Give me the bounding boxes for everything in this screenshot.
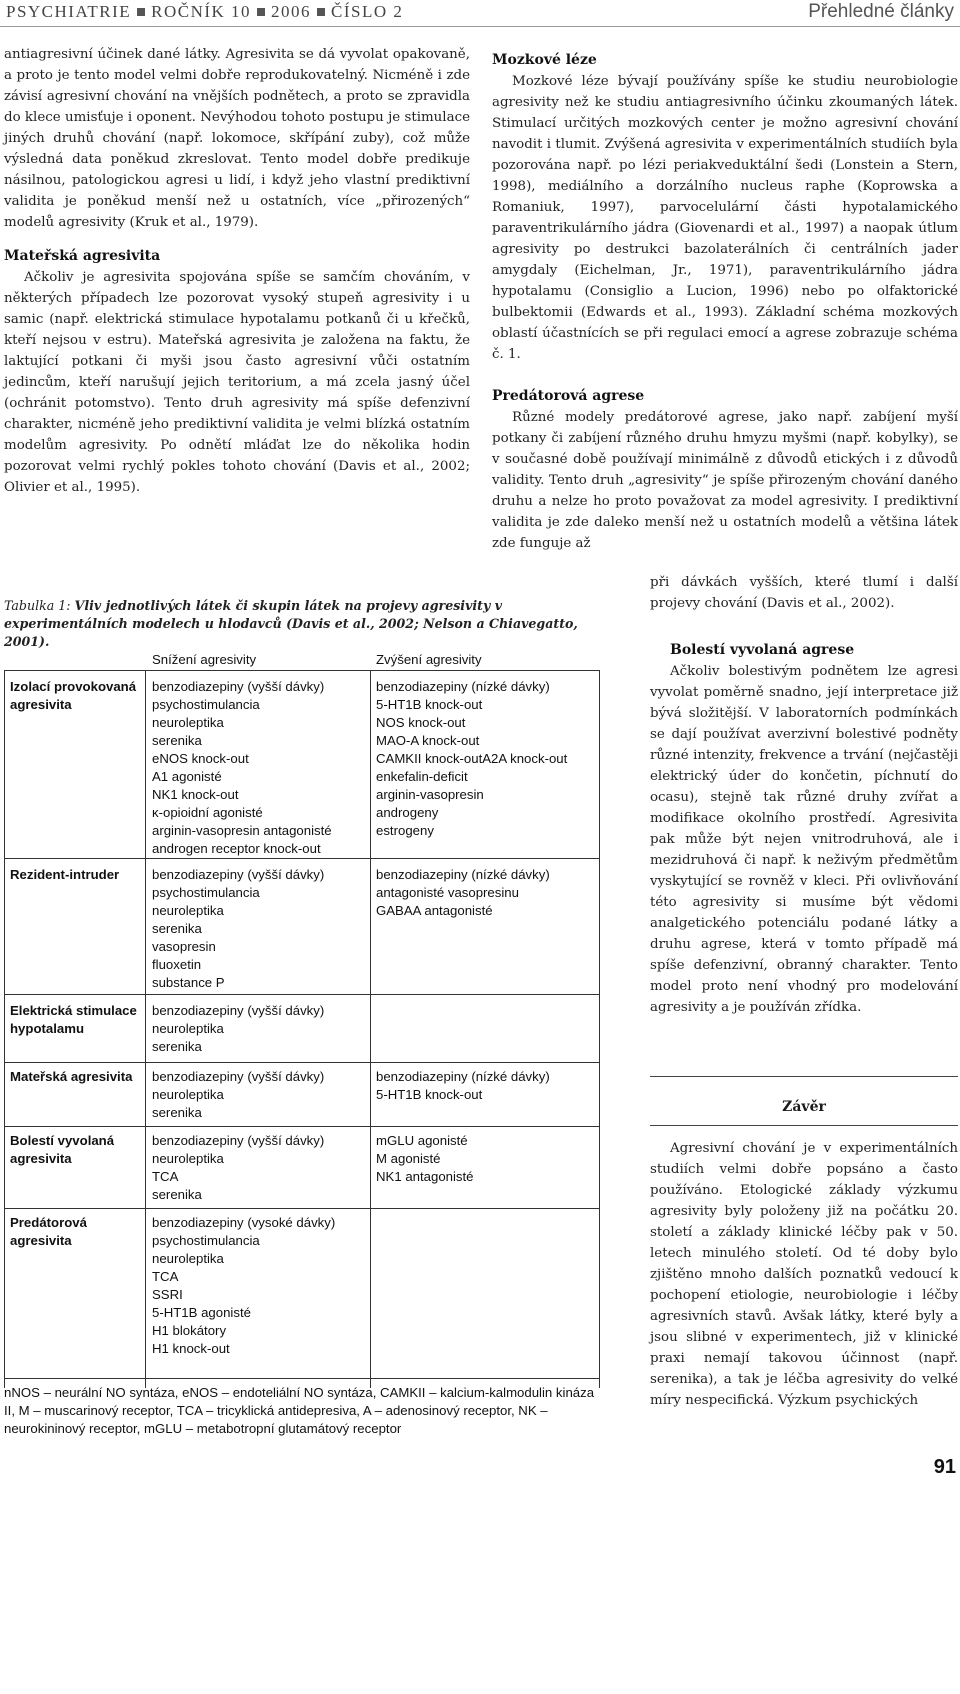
list-item: mGLU agonisté bbox=[376, 1133, 468, 1148]
table-row-divider bbox=[4, 858, 600, 859]
list-item: H1 blokátory bbox=[152, 1323, 227, 1338]
list-item: NK1 knock-out bbox=[152, 787, 239, 802]
journal-name: PSYCHIATRIE bbox=[6, 2, 132, 21]
list-item: NOS knock-out bbox=[376, 715, 466, 730]
list-item: eNOS knock-out bbox=[152, 751, 249, 766]
list-item: A1 agonisté bbox=[152, 769, 222, 784]
list-item: serenika bbox=[152, 1187, 202, 1202]
list-item: benzodiazepiny (vyšší dávky) bbox=[152, 867, 325, 882]
list-item: neuroleptika bbox=[152, 715, 224, 730]
table-row-label: Bolestí vyvolaná agresivita bbox=[10, 1133, 115, 1166]
list-item: NK1 antagonisté bbox=[376, 1169, 474, 1184]
table-row-divider bbox=[4, 1062, 600, 1063]
list-item: estrogeny bbox=[376, 823, 434, 838]
journal-issue: ČÍSLO 2 bbox=[331, 2, 404, 21]
table-row-divider bbox=[4, 1126, 600, 1127]
heading-pain-aggression: Bolestí vyvolaná agrese bbox=[670, 642, 855, 658]
column-header-decrease: Snížení agresivity bbox=[152, 652, 257, 667]
list-item: neuroleptika bbox=[152, 903, 224, 918]
table-cell-increase bbox=[376, 866, 598, 920]
list-item: H1 knock-out bbox=[152, 1341, 230, 1356]
list-item: benzodiazepiny (vyšší dávky) bbox=[152, 1069, 325, 1084]
list-item: 5-HT1B knock-out bbox=[376, 697, 483, 712]
left-column bbox=[4, 44, 470, 498]
paragraph-predatory-continued: při dávkách vyšších, které tlumí i další projevy chování (Davis et al., 2002). bbox=[650, 575, 958, 611]
list-item: benzodiazepiny (vyšší dávky) bbox=[152, 679, 325, 694]
heading-predatory-aggression: Predátorová agrese bbox=[492, 388, 645, 404]
table-divider-2 bbox=[370, 670, 371, 1388]
list-item: benzodiazepiny (nízké dávky) bbox=[376, 867, 550, 882]
list-item: psychostimulancia bbox=[152, 697, 260, 712]
separator-square-icon bbox=[317, 8, 325, 16]
table-caption-label: Tabulka 1: bbox=[4, 598, 71, 613]
list-item: CAMKII knock-outA2A knock-out bbox=[376, 751, 568, 766]
list-item: neuroleptika bbox=[152, 1251, 224, 1266]
list-item: κ-opioidní agonisté bbox=[152, 805, 263, 820]
list-item: SSRI bbox=[152, 1287, 183, 1302]
separator-square-icon bbox=[137, 8, 145, 16]
list-item: TCA bbox=[152, 1169, 179, 1184]
table-cell-decrease bbox=[152, 866, 368, 992]
list-item: MAO-A knock-out bbox=[376, 733, 480, 748]
table-cell-increase bbox=[376, 678, 598, 840]
right-narrow-column bbox=[650, 575, 958, 1018]
paragraph-intro: antiagresivní účinek dané látky. Agresivita se dá vyvolat opakovaně, a proto je tento model velmi dobře reprodukovatelný. Nicméně i zde závisí agresivní chování na vnějších podnětech, a proto se zpravidla do klece umisťuje i oponent. Nevýhodou tohoto postupu je stimulace jiných druhů chování (např. lokomoce, skřípání zuby), což může výsledná data poněkud zkreslovat. Tento model dobře predikuje násilnou, patologickou agresi u lidí, i když jeho vlastní prediktivní validita je poněkud menší než u ostatních, více „přirozených“ modelů agresivity (Kruk et al., 1979). bbox=[4, 47, 470, 230]
table-row-divider bbox=[4, 1208, 600, 1209]
journal-volume: ROČNÍK 10 bbox=[151, 2, 252, 21]
list-item: serenika bbox=[152, 1039, 202, 1054]
list-item: 5-HT1B knock-out bbox=[376, 1087, 483, 1102]
table-row-label: Izolací provokovaná agresivita bbox=[10, 679, 137, 712]
list-item: benzodiazepiny (vysoké dávky) bbox=[152, 1215, 336, 1230]
list-item: antagonisté vasopresinu bbox=[376, 885, 519, 900]
table-cell-increase bbox=[376, 1068, 598, 1104]
paragraph-conclusion: Agresivní chování je v experimentálních studiích velmi dobře popsáno a často používáno. Etologické základy výzkumu agresivity byly položeny již na počátku 20. století a základy klinické léčby pak v 50. letech minulého století. Od té doby bylo zjištěno mnoho dalších poznatků vedoucí k pochopení etiologie, neurobiologie i léčby agresivních stavů. Avšak látky, které byly a jsou slibné v experimentech, již v klinické praxi nemají takovou účinnost (např. serenika), a tak je léčba agresivity do velké míry nespecifická. Výzkum psychických bbox=[650, 1141, 958, 1408]
list-item: androgeny bbox=[376, 805, 439, 820]
paragraph-brain-lesions: Mozkové léze bývají používány spíše ke studiu neurobiologie agresivity než ke studiu antiagresivního účinku zkoumaných látek. Stimulací určitých mozkových center je možno agresivní chování navodit i tlumit. Zvýšená agresivita v experimentálních studiích byla pozorována např. po lézi periakveduktální šedi (Lonstein a Stern, 1998), mediálního a dorzálního nucleus raphe (Koprowska a Romaniuk, 1997), parvocelulární části hypotalamického paraventrikulárního jádra (Giovenardi et al., 1997) a naopak útlum agresivity po destrukci bazolaterálních či centrálních jader amygdaly (Eichelman, Jr., 1971), paraventrikulárního jádra hypotalamu (Consiglio a Lucion, 1996) nebo po olfaktorické bulbektomii (Edwards et al., 1993). Základní schéma mozkových oblastí účastnících se při regulaci emocí a agrese zobrazuje schéma č. 1. bbox=[492, 74, 958, 362]
column-header-increase: Zvýšení agresivity bbox=[376, 652, 482, 667]
table-row-divider bbox=[4, 994, 600, 995]
conclusion-column bbox=[650, 1138, 958, 1411]
page-number: 91 bbox=[933, 1456, 956, 1478]
journal-year: 2006 bbox=[271, 2, 312, 21]
table-border-right bbox=[599, 670, 600, 1388]
table-border-left bbox=[4, 670, 5, 1388]
list-item: fluoxetin bbox=[152, 957, 202, 972]
table-cell-increase bbox=[376, 1132, 598, 1186]
list-item: arginin-vasopresin antagonisté bbox=[152, 823, 332, 838]
list-item: neuroleptika bbox=[152, 1151, 224, 1166]
journal-info bbox=[6, 2, 403, 22]
list-item: M agonisté bbox=[376, 1151, 441, 1166]
section-name: Přehledné články bbox=[808, 1, 954, 22]
list-item: benzodiazepiny (nízké dávky) bbox=[376, 1069, 550, 1084]
table-divider-1 bbox=[145, 670, 146, 1388]
table-cell-decrease bbox=[152, 1002, 368, 1056]
list-item: psychostimulancia bbox=[152, 885, 260, 900]
paragraph-pain-aggression: Ačkoliv bolestivým podnětem lze agresi vyvolat poměrně snadno, její interpretace již bývá složitější. V laboratorních podmínkách se dají používat averzivní bolestivé podněty různé intenzity, frekvence a trvání (nejčastěji elektrický úder do končetin, píchnutí do ocasu), stejně tak různé druhy zvířat a modifikace okolního prostředí. Agresivita pak může být nejen vnitrodruhová, ale i mezidruhová či např. k neživým předmětům vyskytující se rovněž v kleci. Při ovlivňování této agresivity si musíme být vědomi analgetického potenciálu podané látky a druhu agrese, která v tomto případě má spíše defenzivní, obranný charakter. Tento model proto není vhodný pro modelování agresivity a je používán zřídka. bbox=[650, 664, 958, 1015]
list-item: TCA bbox=[152, 1269, 179, 1284]
paragraph-maternal-aggression: Ačkoliv je agresivita spojována spíše se samčím chováním, v některých případech lze pozorovat vysoký stupeň agresivity i u samic (např. elektrická stimulace hypotalamu potkanů či u křečků, kteří nejsou v estru). Mateřská agresivita je založena na faktu, že laktující potkani či myši jsou často agresivní vůči ostatním jedincům, kteří narušují jejich teritorium, a má zcela jasný účel (ochránit potomstvo). Tento druh agresivity má spíše defenzivní charakter, nicméně jeho prediktivní validita je velmi blízká ostatním modelům agresivity. Po odnětí mláďat lze do několika hodin pozorovat velmi rychlý pokles tohoto chování (Davis et al., 2002; Olivier et al., 1995). bbox=[4, 270, 470, 495]
list-item: vasopresin bbox=[152, 939, 216, 954]
conclusion-heading-box bbox=[650, 1076, 958, 1126]
list-item: serenika bbox=[152, 921, 202, 936]
table-caption-title: Vliv jednotlivých látek či skupin látek na projevy agresivity v experimentálních modelech u hlodavců (Davis et al., 2002; Nelson a Chiavegatto, 2001). bbox=[4, 598, 578, 649]
running-head bbox=[0, 0, 960, 27]
table-cell-decrease bbox=[152, 1214, 368, 1358]
table-top-border bbox=[4, 670, 600, 671]
heading-conclusion: Závěr bbox=[782, 1099, 826, 1115]
table-caption bbox=[4, 597, 604, 651]
list-item: androgen receptor knock-out bbox=[152, 841, 321, 856]
right-column bbox=[492, 50, 958, 554]
heading-brain-lesions: Mozkové léze bbox=[492, 52, 597, 68]
list-item: substance P bbox=[152, 975, 225, 990]
table-row-label: Predátorová agresivita bbox=[10, 1215, 87, 1248]
table-bottom-border bbox=[4, 1378, 600, 1379]
separator-square-icon bbox=[257, 8, 265, 16]
table-footnote: nNOS – neurální NO syntáza, eNOS – endoteliální NO syntáza, CAMKII – kalcium-kalmodulin kináza II, M – muscarinový receptor, TCA – tricyklická antidepresiva, A – adenosinový receptor, NK – neurokininový receptor, mGLU – metabotropní glutamátový receptor bbox=[4, 1385, 595, 1436]
table-cell-decrease bbox=[152, 1068, 368, 1122]
list-item: benzodiazepiny (vyšší dávky) bbox=[152, 1133, 325, 1148]
list-item: benzodiazepiny (nízké dávky) bbox=[376, 679, 550, 694]
list-item: 5-HT1B agonisté bbox=[152, 1305, 251, 1320]
table-cell-decrease bbox=[152, 1132, 368, 1204]
list-item: serenika bbox=[152, 733, 202, 748]
heading-maternal-aggression: Mateřská agresivita bbox=[4, 248, 161, 264]
table-row-label: Rezident-intruder bbox=[10, 867, 120, 882]
table-cell-decrease bbox=[152, 678, 368, 858]
paragraph-predatory-aggression: Různé modely predátorové agrese, jako např. zabíjení myší potkany či zabíjení různého druhu hmyzu myšmi (např. kobylky), se v současné době používají minimálně z důvodů etických i z důvodů validity. Tento druh „agresivity“ je spíše přirozeným chování daného druhu a nelze ho proto považovat za model agresivity. I prediktivní validita je zde daleko menší než u ostatních modelů a většina látek zde funguje až bbox=[492, 410, 958, 551]
list-item: psychostimulancia bbox=[152, 1233, 260, 1248]
list-item: neuroleptika bbox=[152, 1021, 224, 1036]
list-item: serenika bbox=[152, 1105, 202, 1120]
list-item: benzodiazepiny (vyšší dávky) bbox=[152, 1003, 325, 1018]
list-item: arginin-vasopresin bbox=[376, 787, 484, 802]
table-row-label: Mateřská agresivita bbox=[10, 1069, 133, 1084]
list-item: neuroleptika bbox=[152, 1087, 224, 1102]
table-aggression-substances bbox=[4, 646, 600, 1694]
list-item: enkefalin-deficit bbox=[376, 769, 468, 784]
list-item: GABAA antagonisté bbox=[376, 903, 493, 918]
table-row-label: Elektrická stimulace hypotalamu bbox=[10, 1003, 137, 1036]
